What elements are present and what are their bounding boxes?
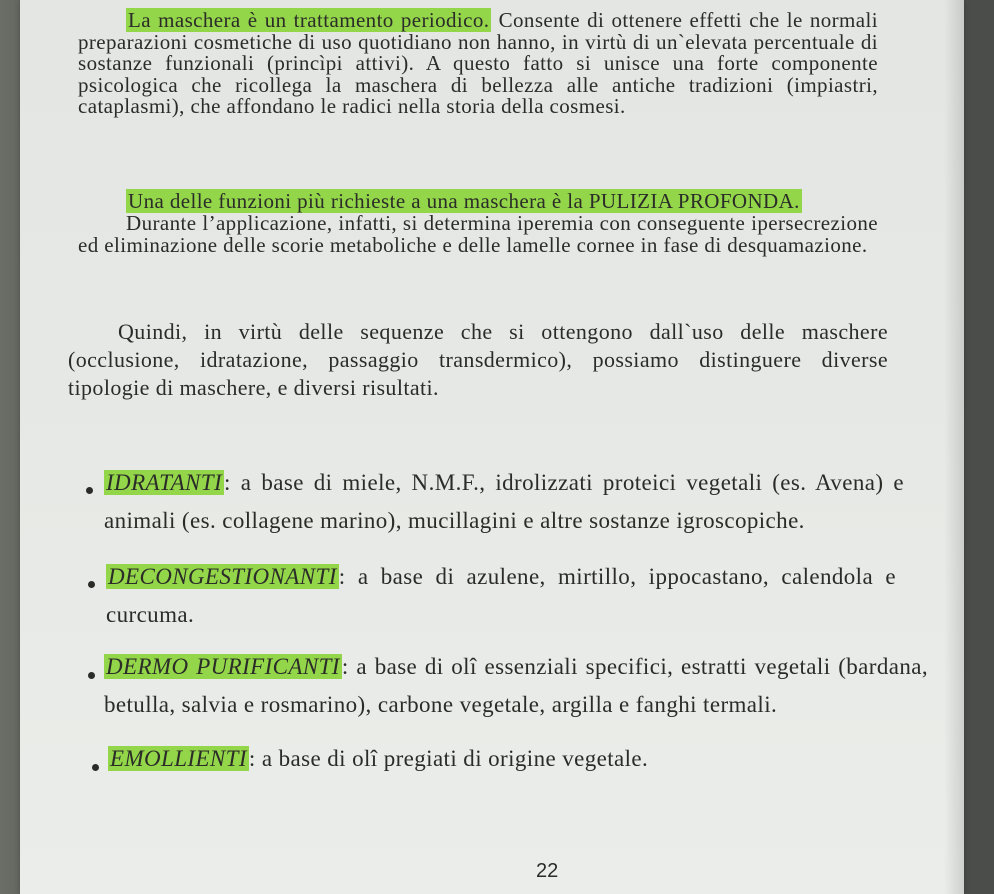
page-edge-shadow	[944, 0, 964, 894]
intro-paragraph	[78, 10, 878, 118]
bullet-text: : a base di azulene, mirtillo, ippocastano, calendola e curcuma.	[106, 564, 896, 627]
functions-text: Durante l’applicazione, infatti, si determina iperemia con conseguente ipersecrezione ed eliminazione delle scorie metaboliche e delle lamelle cornee in fase di desquamazione.	[78, 211, 878, 257]
bullet-text: : a base di olî pregiati di origine vegetale.	[248, 746, 649, 771]
conclusion-paragraph: Quindi, in virtù delle sequenze che si ottengono dall`uso delle maschere (occlusione, idratazione, passaggio transdermico), possiamo distinguere diverse tipologie di maschere, e diversi risultati.	[68, 319, 888, 400]
intro-text: Consente di ottenere effetti che le normali preparazioni cosmetiche di uso quotidiano non hanno, in virtù di un`elevata percentuale di sostanze funzionali (princìpi attivi). A questo fatto si unisce una forte componente psicologica che ricollega la maschera di bellezza alle antiche tradizioni (impiastri, cataplasmi), che affondano le radici nella storia della cosmesi.	[78, 8, 878, 118]
bullet-term: EMOLLIENTI	[110, 746, 247, 771]
functions-highlight-line	[78, 190, 878, 212]
bullet-term: IDRATANTI	[106, 470, 223, 495]
bullet-dot	[88, 672, 95, 679]
bullet-term: DERMO PURIFICANTI	[106, 654, 340, 679]
bullet-text: : a base di miele, N.M.F., idrolizzati proteici vegetali (es. Avena) e animali (es. collagene marino), mucillagini e altre sostanze igroscopiche.	[104, 470, 904, 533]
intro-highlight: La maschera è un trattamento periodico.	[128, 8, 490, 32]
bullet-term: DECONGESTIONANTI	[108, 564, 337, 589]
bullet-dot	[92, 764, 99, 771]
functions-highlight: Una delle funzioni più richieste a una maschera è la PULIZIA PROFONDA.	[128, 189, 800, 213]
bullet-text: : a base di olî essenziali specifici, estratti vegetali (bardana, betulla, salvia e rosmarino), carbone vegetale, argilla e fanghi termali.	[104, 654, 928, 717]
functions-paragraph	[78, 190, 878, 256]
page-number: 22	[536, 860, 559, 882]
bullet-item-idratanti	[104, 464, 904, 540]
bullet-dot	[88, 581, 95, 588]
bullet-item-dermo-purificanti	[104, 648, 928, 724]
bullet-item-emollienti	[108, 740, 888, 778]
bullet-dot	[86, 487, 93, 494]
bullet-item-decongestionanti	[106, 558, 896, 634]
